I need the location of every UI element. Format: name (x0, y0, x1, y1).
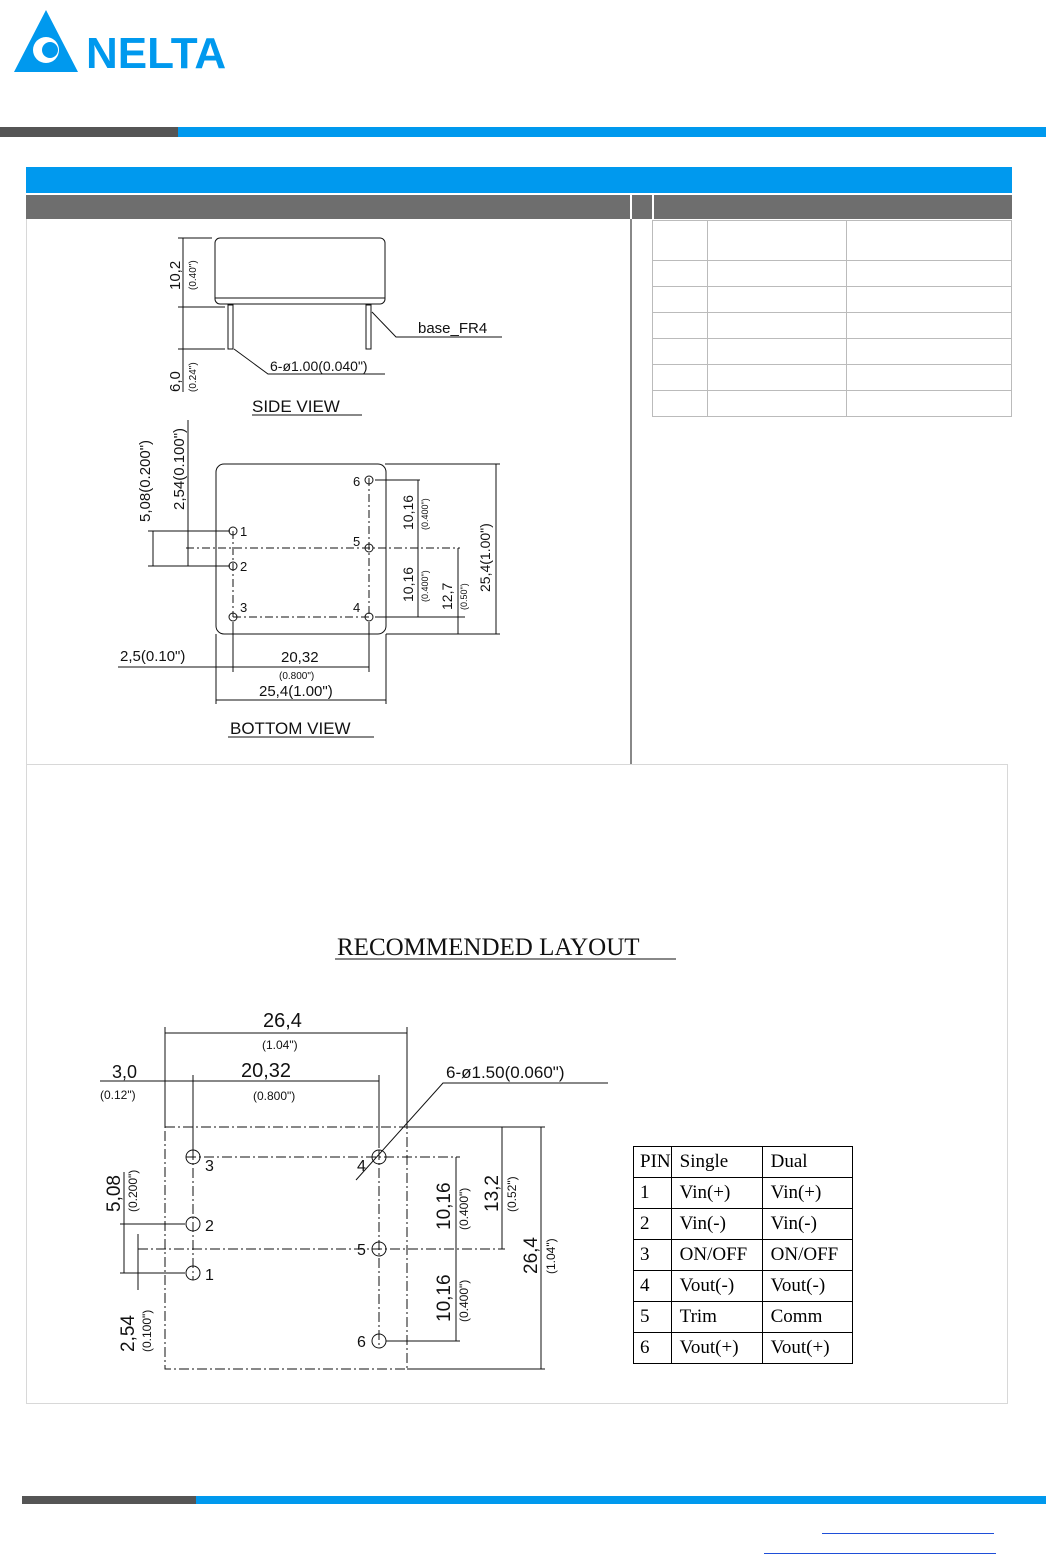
footer-link-underline[interactable] (764, 1553, 996, 1554)
lo-pin-5: 5 (357, 1242, 366, 1259)
header-single: Single (671, 1147, 762, 1178)
header-pin: PIN (634, 1147, 672, 1178)
bv-pin-2: 2 (240, 559, 248, 574)
pin-cell: 6 (634, 1333, 672, 1364)
bv-pin-1: 1 (240, 524, 248, 539)
table-row (634, 1240, 853, 1271)
side-pin-len-in: (0.24") (188, 362, 199, 392)
bv-dim-1016a-in: (0.400") (420, 498, 430, 530)
column-divider (630, 219, 632, 764)
pin-cell: 1 (634, 1178, 672, 1209)
lo-dim-30-in: (0.12") (100, 1088, 136, 1102)
bv-dim-254v: 25,4(1.00") (477, 523, 493, 592)
lo-pin-6: 6 (357, 1334, 366, 1351)
lo-dim-30-mm: 3,0 (112, 1062, 138, 1082)
lo-dim-132-in: (0.52") (505, 1176, 519, 1212)
bv-pin-5: 5 (353, 534, 361, 549)
bv-pin-3: 3 (240, 600, 248, 615)
dual-cell: Vin(-) (762, 1209, 852, 1240)
table-row (634, 1178, 853, 1209)
table-row (634, 1209, 853, 1240)
bottom-view-title: BOTTOM VIEW (230, 719, 351, 738)
bv-dim-127-mm: 12,7 (439, 582, 455, 610)
lo-dim-264-mm: 26,4 (263, 1010, 302, 1032)
single-cell: Vin(+) (671, 1178, 762, 1209)
lo-dim-132-mm: 13,2 (482, 1175, 503, 1212)
pin-cell: 5 (634, 1302, 672, 1333)
bv-dim-2032-in: (0.800") (279, 671, 315, 682)
lo-pin-4: 4 (357, 1158, 366, 1175)
table-header-row (634, 1147, 853, 1178)
bv-dim-1016a-mm: 10,16 (400, 494, 416, 530)
dual-cell: ON/OFF (762, 1240, 852, 1271)
lo-hole-label: 6-ø1.50(0.060") (446, 1063, 565, 1082)
bv-dim-254h: 25,4(1.00") (259, 683, 333, 700)
lo-pin-3: 3 (205, 1158, 214, 1175)
table-row (634, 1271, 853, 1302)
bv-pin-4: 4 (353, 600, 361, 615)
bv-dim-508: 5,08(0.200") (137, 439, 154, 522)
bv-dim-127-in: (0.50") (459, 583, 469, 610)
bv-dim-1016b-mm: 10,16 (400, 566, 416, 602)
pin-dia-label: 6-ø1.00(0.040") (270, 358, 368, 374)
recommended-layout-panel (26, 764, 1008, 1404)
layout-title: RECOMMENDED LAYOUT (337, 934, 640, 961)
lo-dim-264v-mm: 26,4 (521, 1237, 542, 1274)
footer-bar-gray (22, 1496, 208, 1504)
subheader-mid (632, 195, 652, 219)
dual-cell: Comm (762, 1302, 852, 1333)
lo-pin-2: 2 (205, 1218, 214, 1235)
header-dual: Dual (762, 1147, 852, 1178)
bv-pin-6: 6 (353, 474, 361, 489)
pin-cell: 3 (634, 1240, 672, 1271)
lo-dim-2032-in: (0.800") (253, 1089, 296, 1103)
pin-cell: 2 (634, 1209, 672, 1240)
lo-dim-1016a-mm: 10,16 (434, 1182, 455, 1230)
bv-dim-25: 2,5(0.10") (120, 648, 186, 665)
mechanical-drawing (0, 0, 630, 764)
base-label: base_FR4 (418, 320, 488, 337)
lo-dim-264-in: (1.04") (262, 1038, 298, 1052)
dual-cell: Vout(-) (762, 1271, 852, 1302)
bv-dim-2032-mm: 20,32 (281, 649, 319, 666)
lo-dim-508-mm: 5,08 (104, 1175, 125, 1212)
brand-name: NELTA (86, 29, 227, 74)
table-row (634, 1333, 853, 1364)
lo-dim-264v-in: (1.04") (544, 1238, 558, 1274)
dual-cell: Vout(+) (762, 1333, 852, 1364)
pin-cell: 4 (634, 1271, 672, 1302)
table-row (634, 1302, 853, 1333)
bv-dim-254: 2,54(0.100") (171, 427, 188, 510)
single-cell: Vout(-) (671, 1271, 762, 1302)
bv-dim-1016b-in: (0.400") (420, 570, 430, 602)
single-cell: Trim (671, 1302, 762, 1333)
lo-pin-1: 1 (205, 1267, 214, 1284)
subheader-right (654, 195, 1012, 219)
side-view-title: SIDE VIEW (252, 397, 340, 416)
dual-cell: Vin(+) (762, 1178, 852, 1209)
pin-assignment-table (633, 1146, 853, 1364)
lo-dim-254-in: (0.100") (140, 1309, 154, 1352)
side-pin-len-mm: 6,0 (167, 371, 184, 392)
single-cell: Vout(+) (671, 1333, 762, 1364)
footer-link-underline[interactable] (822, 1533, 994, 1534)
side-height-mm: 10,2 (167, 260, 184, 290)
single-cell: Vin(-) (671, 1209, 762, 1240)
lo-dim-1016b-mm: 10,16 (434, 1274, 455, 1322)
lo-dim-508-in: (0.200") (126, 1169, 140, 1212)
side-height-in: (0.40") (188, 260, 199, 290)
lo-dim-2032-mm: 20,32 (241, 1060, 292, 1082)
lo-dim-1016a-in: (0.400") (457, 1187, 471, 1230)
lo-dim-254-mm: 2,54 (118, 1315, 139, 1352)
lo-dim-1016b-in: (0.400") (457, 1279, 471, 1322)
footer-bar-blue (196, 1496, 1046, 1504)
single-cell: ON/OFF (671, 1240, 762, 1271)
empty-spec-table (652, 220, 1012, 417)
